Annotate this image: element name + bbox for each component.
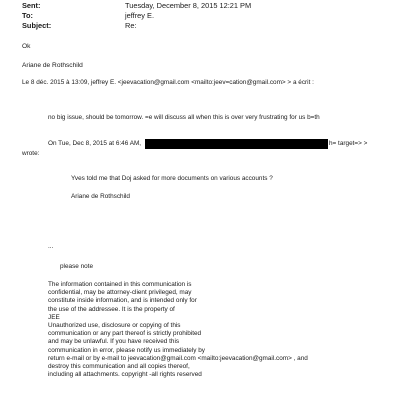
disclaimer-line: communication in error, please notify us immediately by <box>48 346 205 354</box>
redaction-bar <box>145 139 328 149</box>
to-label: To: <box>22 11 33 20</box>
disclaimer-line: confidential, may be attorney-client privileged, may <box>48 289 192 297</box>
reply-greeting: Ok <box>22 43 31 50</box>
quote2-intro-prefix: On Tue, Dec 8, 2015 at 6:46 AM, <box>48 140 142 147</box>
reply-signature: Ariane de Rothschild <box>22 62 83 69</box>
disclaimer-line: and may be unlawful. If you have received this <box>48 338 180 346</box>
please-note: please note <box>60 263 94 270</box>
disclaimer-line: destroy this communication and all copies thereof, <box>48 363 190 371</box>
quote2-signature: Ariane de Rothschild <box>71 193 130 200</box>
sent-label: Sent: <box>22 1 41 10</box>
disclaimer-line: including all attachments. copyright -all rights reserved <box>48 371 202 379</box>
disclaimer-line: The information contained in this communication is <box>48 281 192 288</box>
subject-label: Subject: <box>22 21 52 30</box>
disclaimer-line: return e-mail or by e-mail to jeevacation@gmail.com <mailto:jeevacation@gmail.com> , and <box>48 354 308 362</box>
subject-value: Re: <box>125 21 137 30</box>
disclaimer-line: Unauthorized use, disclosure or copying of this <box>48 322 181 330</box>
disclaimer-line: the use of the addressee. It is the property of <box>48 305 175 313</box>
ellipsis: ... <box>48 243 54 250</box>
quote2-message: Yves told me that Doj asked for more documents on various accounts ? <box>71 175 273 182</box>
quote2-wrote: wrote: <box>22 150 40 157</box>
disclaimer-line: communication or any part thereof is strictly prohibited <box>48 330 202 338</box>
disclaimer <box>48 281 308 379</box>
sent-value: Tuesday, December 8, 2015 12:21 PM <box>125 1 252 10</box>
quote1-message: no big issue, should be tomorrow. =e will discuss all when this is over very frustrating for us b=th <box>48 114 320 121</box>
disclaimer-line: constitute inside information, and is intended only for <box>48 297 197 305</box>
quote2-intro-suffix: h= target=> > <box>329 140 368 147</box>
quote1-intro: Le 8 déc. 2015 à 13:09, jeffrey E. <jeevacation@gmail.com <mailto:jeev=cation@gmail.com> > a écrit : <box>22 79 314 86</box>
disclaimer-line: JEE <box>48 313 60 321</box>
to-value: jeffrey E. <box>125 11 155 20</box>
